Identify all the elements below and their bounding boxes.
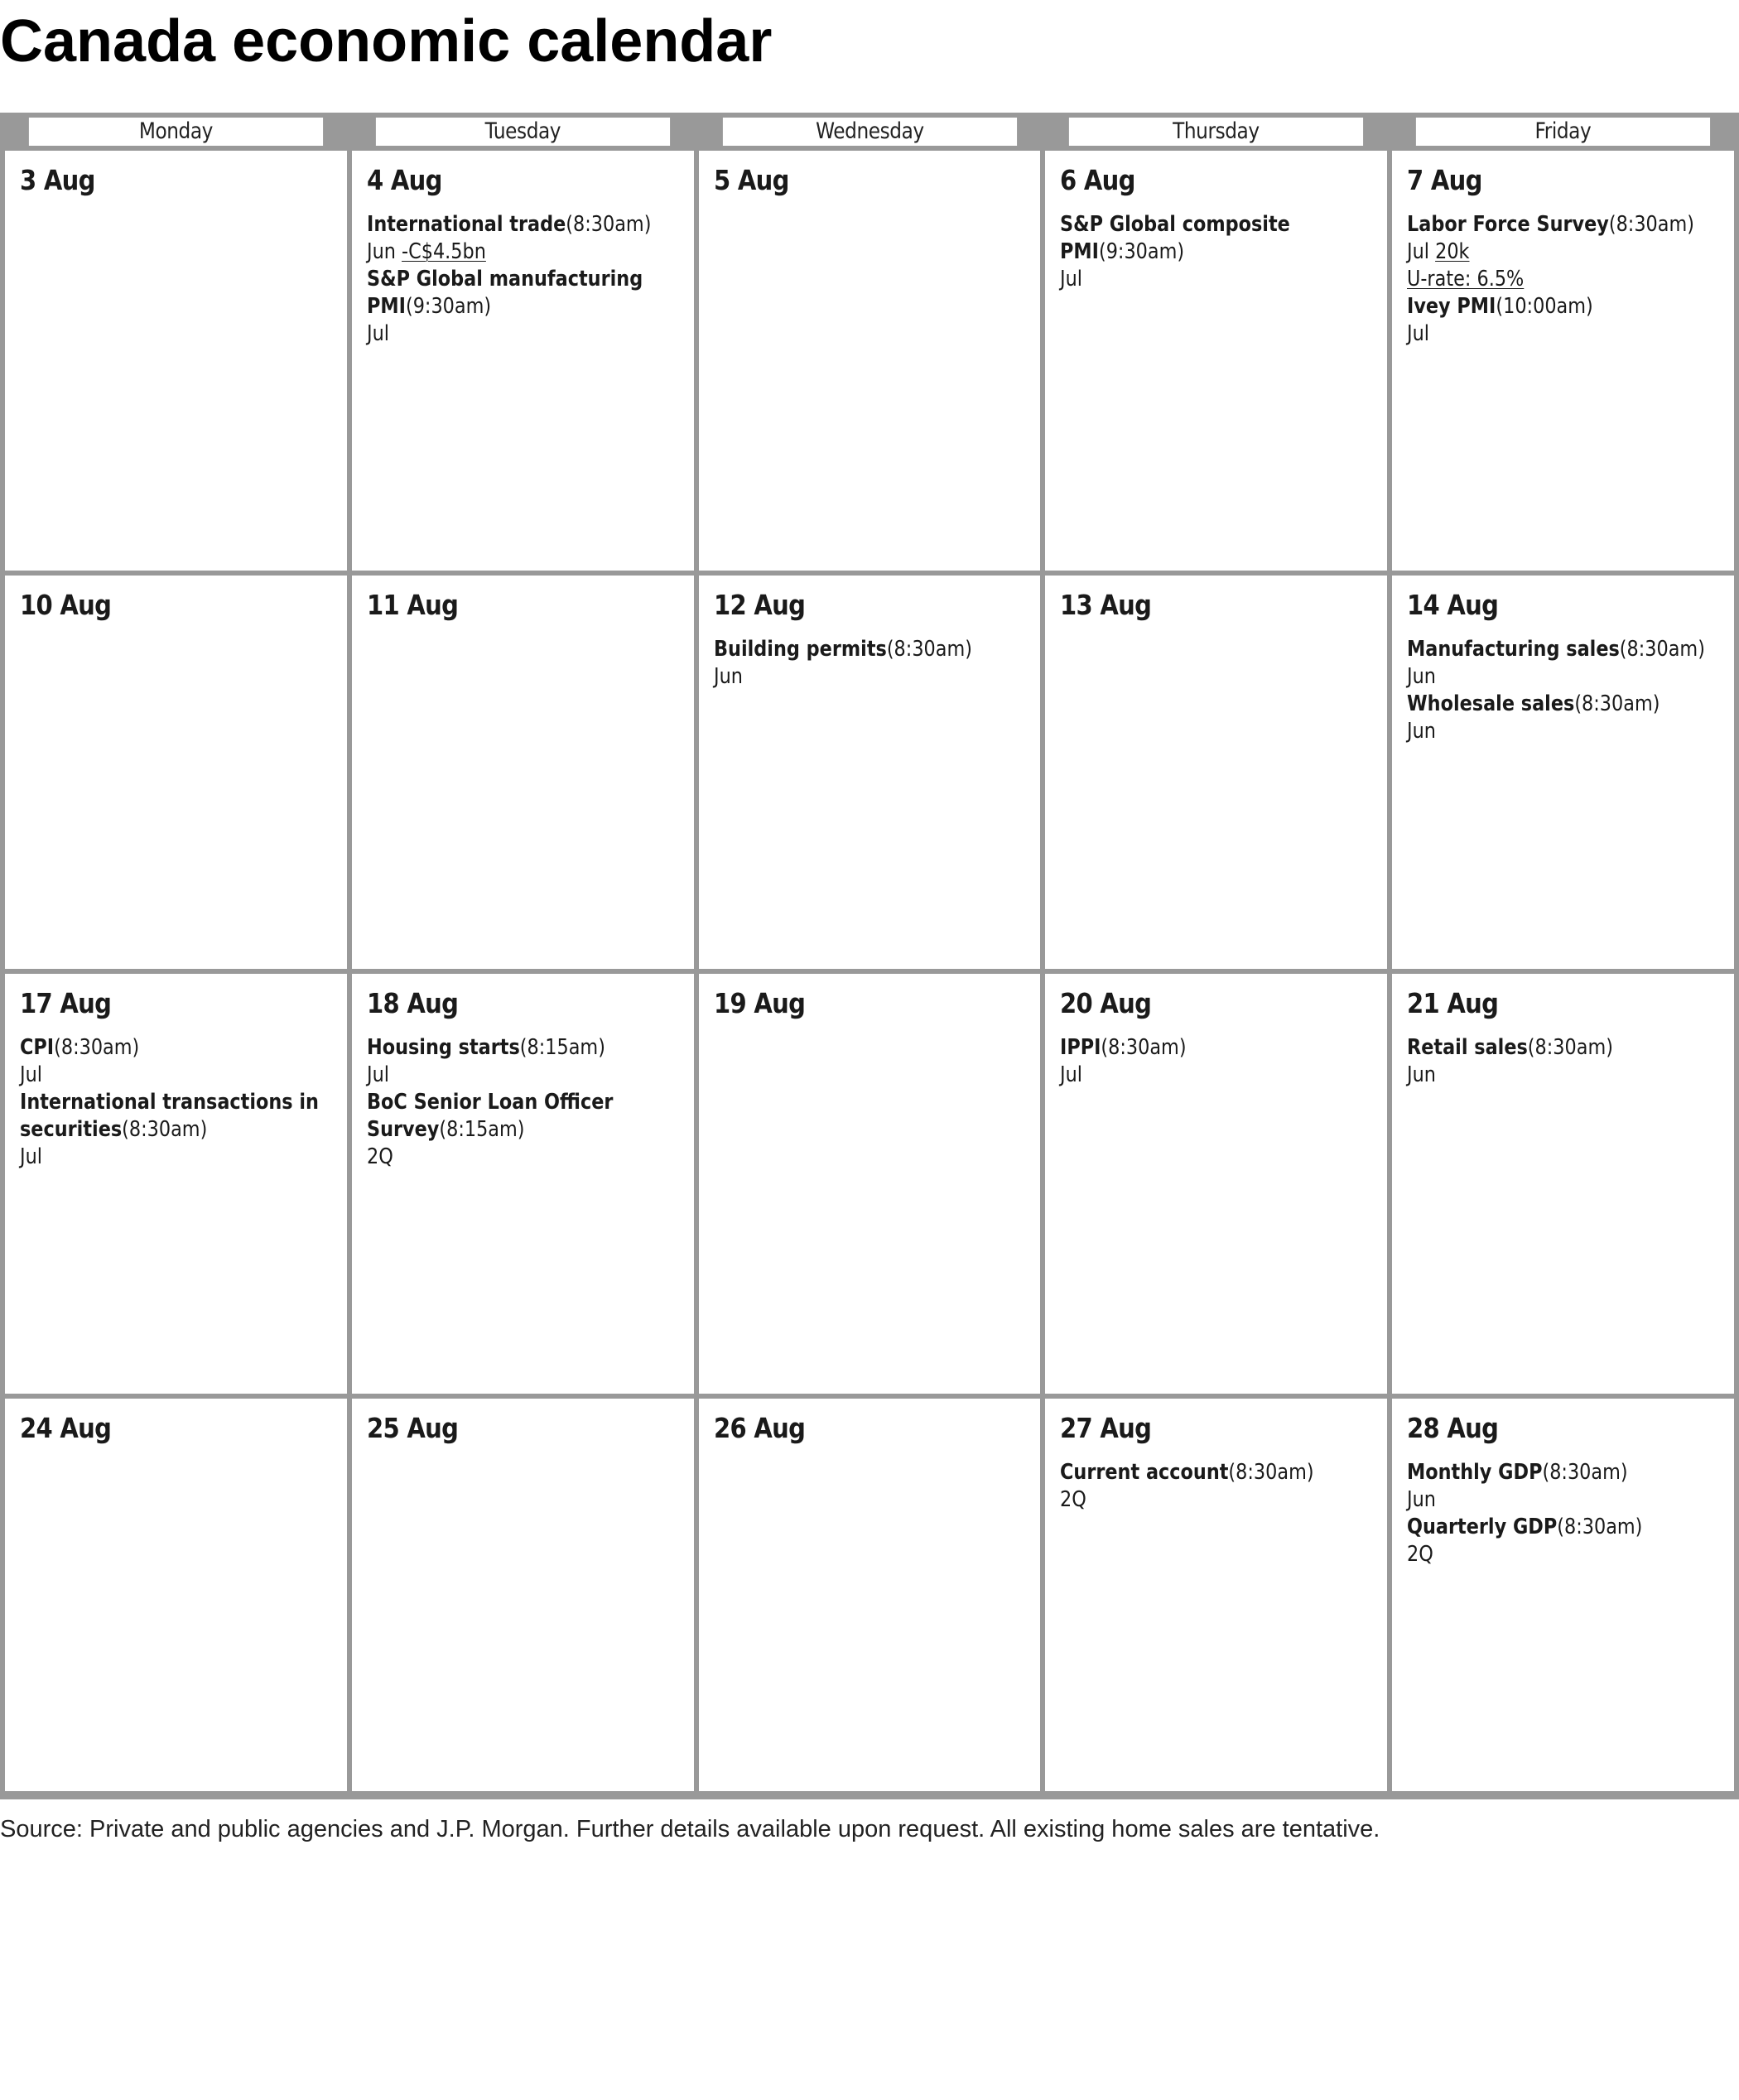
day-cell xyxy=(1045,151,1387,571)
day-date: 21 Aug xyxy=(1407,987,1499,1019)
event-time: (8:30am) xyxy=(1101,1035,1187,1060)
day-cell xyxy=(1045,576,1387,969)
day-cell xyxy=(352,974,694,1394)
event-period: Jul xyxy=(1060,1062,1083,1087)
event-time: (8:30am) xyxy=(1542,1460,1628,1485)
day-cell xyxy=(352,151,694,571)
event-name: Manufacturing sales xyxy=(1407,637,1620,662)
calendar-event xyxy=(20,1089,331,1171)
event-period: Jun xyxy=(1407,1062,1437,1087)
day-date: 20 Aug xyxy=(1060,987,1152,1019)
day-date: 7 Aug xyxy=(1407,164,1482,196)
calendar-event xyxy=(1060,1459,1371,1514)
page-title: Canada economic calendar xyxy=(0,8,773,75)
day-date: 25 Aug xyxy=(366,1412,459,1444)
event-period: Jul xyxy=(1407,321,1430,346)
event-time: (8:30am) xyxy=(1609,212,1695,237)
day-date: 12 Aug xyxy=(713,589,805,621)
event-name: BoC Senior Loan Officer Survey xyxy=(366,1090,614,1142)
day-date: 14 Aug xyxy=(1407,589,1499,621)
day-date: 28 Aug xyxy=(1407,1412,1499,1444)
event-period: Jul xyxy=(1407,239,1430,264)
calendar-event xyxy=(714,636,1025,691)
calendar-event xyxy=(1407,293,1718,348)
calendar-event xyxy=(1407,636,1718,691)
weekday-header: Wednesday xyxy=(722,118,1016,146)
weekday-header: Tuesday xyxy=(376,118,670,146)
weekday-header: Monday xyxy=(29,118,323,146)
calendar-event xyxy=(367,211,678,266)
day-cell xyxy=(5,1399,347,1791)
event-time: (8:30am) xyxy=(54,1035,140,1060)
event-name: CPI xyxy=(20,1035,55,1060)
event-time: (10:00am) xyxy=(1496,294,1593,319)
calendar-event xyxy=(1407,211,1718,293)
event-period: Jun xyxy=(1407,1487,1437,1512)
day-cell xyxy=(699,576,1041,969)
event-name: S&P Global composite PMI xyxy=(1060,212,1291,264)
day-cell xyxy=(1392,576,1734,969)
event-time: (8:30am) xyxy=(1228,1460,1314,1485)
calendar-event xyxy=(367,1089,678,1171)
event-name: Labor Force Survey xyxy=(1407,212,1610,237)
day-cell xyxy=(5,151,347,571)
day-date: 11 Aug xyxy=(366,589,459,621)
calendar-event xyxy=(20,1034,331,1089)
event-name: International trade xyxy=(366,212,566,237)
calendar-event xyxy=(1407,1459,1718,1514)
event-time: (8:30am) xyxy=(566,212,652,237)
event-period: Jun xyxy=(1407,664,1437,689)
event-name: Retail sales xyxy=(1407,1035,1528,1060)
day-date: 3 Aug xyxy=(20,164,95,196)
event-period: 2Q xyxy=(366,1144,393,1169)
event-name: IPPI xyxy=(1060,1035,1101,1060)
weekday-header: Friday xyxy=(1416,118,1710,146)
event-period: Jul xyxy=(366,1062,389,1087)
event-period: Jun xyxy=(366,239,396,264)
day-date: 4 Aug xyxy=(366,164,442,196)
event-name: Housing starts xyxy=(366,1035,520,1060)
event-period: Jul xyxy=(20,1144,42,1169)
event-time: (9:30am) xyxy=(405,294,491,319)
event-name: Monthly GDP xyxy=(1407,1460,1543,1485)
day-date: 19 Aug xyxy=(713,987,805,1019)
day-date: 24 Aug xyxy=(20,1412,112,1444)
calendar-event xyxy=(1407,1034,1718,1089)
event-time: (9:30am) xyxy=(1099,239,1185,264)
event-time: (8:30am) xyxy=(1619,637,1706,662)
event-period: Jul xyxy=(1060,267,1083,291)
day-cell xyxy=(1392,1399,1734,1791)
source-note: Source: Private and public agencies and J.P. Morgan. Further details available upon request. All existing home sales are tentative. xyxy=(0,1816,1380,1842)
day-cell xyxy=(1392,974,1734,1394)
event-period: Jul xyxy=(20,1062,42,1087)
calendar-event xyxy=(367,266,678,348)
day-cell xyxy=(699,974,1041,1394)
calendar-event xyxy=(1060,1034,1371,1089)
day-date: 10 Aug xyxy=(20,589,112,621)
event-period: Jun xyxy=(713,664,743,689)
event-name: Ivey PMI xyxy=(1407,294,1496,319)
event-name: Wholesale sales xyxy=(1407,691,1575,716)
day-cell xyxy=(352,1399,694,1791)
event-name: Current account xyxy=(1060,1460,1229,1485)
day-cell xyxy=(5,576,347,969)
event-name: Quarterly GDP xyxy=(1407,1515,1558,1539)
day-date: 26 Aug xyxy=(713,1412,805,1444)
day-cell xyxy=(699,1399,1041,1791)
day-date: 5 Aug xyxy=(713,164,789,196)
event-period: 2Q xyxy=(1407,1542,1434,1567)
calendar-event xyxy=(1060,211,1371,293)
calendar-event xyxy=(1407,1514,1718,1568)
event-name: International transactions in securities xyxy=(20,1090,319,1142)
weekday-header: Thursday xyxy=(1069,118,1363,146)
event-name: Building permits xyxy=(713,637,887,662)
day-date: 18 Aug xyxy=(366,987,459,1019)
event-time: (8:30am) xyxy=(1557,1515,1643,1539)
day-date: 13 Aug xyxy=(1060,589,1152,621)
event-time: (8:30am) xyxy=(1527,1035,1614,1060)
event-forecast: 20k xyxy=(1435,239,1470,264)
event-time: (8:30am) xyxy=(122,1117,208,1142)
day-cell xyxy=(1045,1399,1387,1791)
event-forecast: -C$4.5bn xyxy=(401,239,486,264)
event-time: (8:15am) xyxy=(519,1035,605,1060)
day-date: 27 Aug xyxy=(1060,1412,1152,1444)
day-cell xyxy=(352,576,694,969)
event-time: (8:30am) xyxy=(886,637,972,662)
day-cell xyxy=(699,151,1041,571)
event-name: S&P Global manufacturing PMI xyxy=(366,267,643,319)
day-date: 6 Aug xyxy=(1060,164,1136,196)
day-cell xyxy=(1045,974,1387,1394)
event-extra: U-rate: 6.5% xyxy=(1407,267,1525,291)
event-time: (8:30am) xyxy=(1574,691,1660,716)
day-date: 17 Aug xyxy=(20,987,112,1019)
calendar-grid xyxy=(0,113,1739,1799)
event-period: Jul xyxy=(366,321,389,346)
day-cell xyxy=(5,974,347,1394)
event-time: (8:15am) xyxy=(439,1117,525,1142)
calendar-event xyxy=(1407,691,1718,745)
day-cell xyxy=(1392,151,1734,571)
calendar-event xyxy=(367,1034,678,1089)
event-period: 2Q xyxy=(1060,1487,1087,1512)
event-period: Jun xyxy=(1407,719,1437,744)
